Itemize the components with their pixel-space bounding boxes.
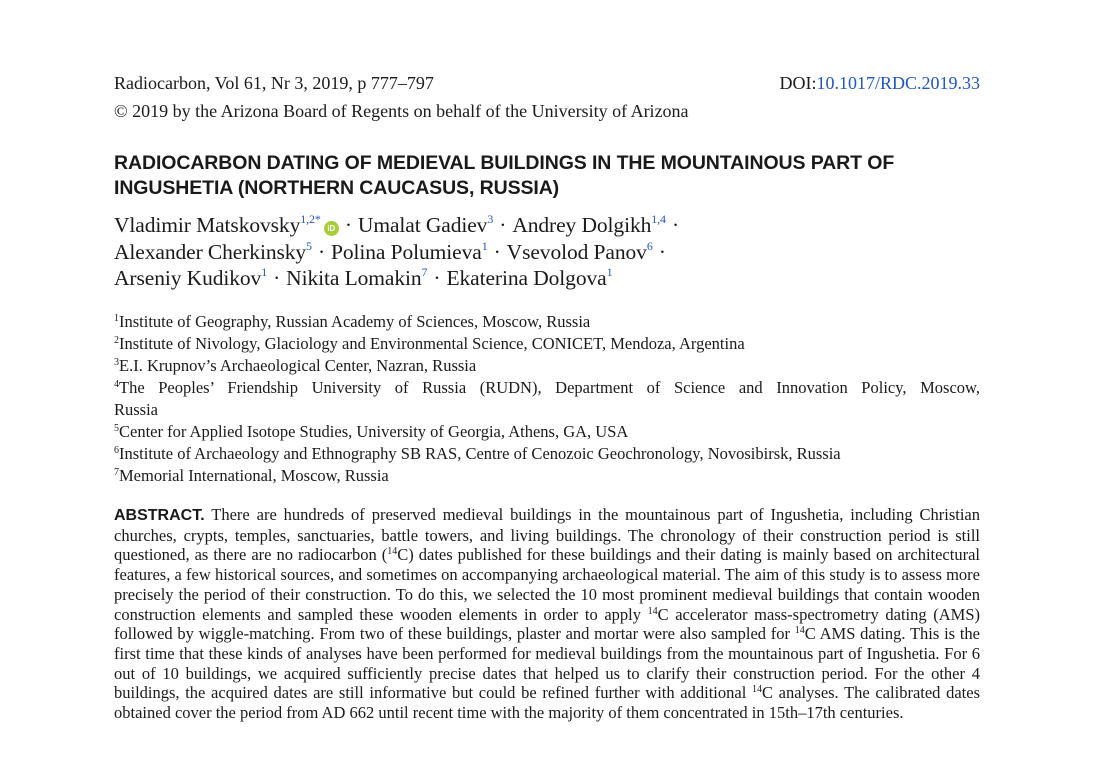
author-name[interactable]: Andrey Dolgikh — [512, 213, 652, 237]
affiliation-item — [114, 421, 980, 443]
affiliations-list — [114, 311, 980, 487]
doi — [779, 72, 980, 94]
affiliation-number: 2 — [114, 335, 119, 346]
isotope-superscript: 14 — [751, 684, 762, 696]
journal-header — [114, 72, 980, 94]
author-separator: · — [273, 266, 281, 290]
affiliation-text: Institute of Geography, Russian Academy of Sciences, Moscow, Russia — [119, 312, 591, 331]
abstract-text: C) dates published for these buildings and their dating is mainly based on architectural features, a few historical sources, and sometimes on accompanying archaeological material. The aim of this study is to assess more precisely the period of their construction. To do this, we selected the 10 most prominent medieval buildings that contain wooden construction elements and sampled these wooden elements in order to apply — [114, 545, 980, 624]
paper-title: RADIOCARBON DATING OF MEDIEVAL BUILDINGS IN THE MOUNTAINOUS PART OF INGUSHETIA (NORTHERN CAUCASUS, RUSSIA) — [114, 152, 895, 199]
author-line-1 — [114, 212, 980, 239]
author-affiliation-ref[interactable]: 6 — [646, 238, 653, 253]
author-line-3 — [114, 265, 980, 292]
author-separator: · — [671, 213, 680, 237]
affiliation-item — [114, 443, 980, 465]
orcid-icon[interactable]: iD — [324, 221, 339, 236]
author-separator: · — [317, 239, 326, 264]
affiliation-number: 1 — [114, 313, 119, 324]
author-affiliation-ref[interactable]: 1,4 — [651, 212, 666, 226]
affiliation-text: E.I. Krupnov’s Archaeological Center, Nazran, Russia — [119, 356, 477, 375]
author-affiliation-ref[interactable]: 7 — [421, 265, 428, 279]
author-affiliation-ref[interactable]: 1,2* — [300, 212, 321, 226]
isotope-superscript: 14 — [387, 546, 398, 558]
author-name[interactable]: Vladimir Matskovsky — [114, 213, 301, 237]
affiliation-item — [114, 377, 980, 399]
author-separator: · — [493, 239, 501, 264]
isotope-superscript: 14 — [794, 625, 805, 637]
author-name[interactable]: Alexander Cherkinsky — [114, 239, 307, 264]
author-name[interactable]: Ekaterina Dolgova — [446, 266, 607, 290]
abstract-text: C analyses. The calibrated dates obtained cover the period from AD 662 until recent time with the majority of them concentrated in 15th–17th centuries. — [114, 683, 981, 723]
affiliation-text: Center for Applied Isotope Studies, University of Georgia, Athens, GA, USA — [119, 422, 629, 441]
author-name[interactable]: Umalat Gadiev — [357, 213, 488, 237]
affiliation-text: The Peoples’ Friendship University of Russia (RUDN), Department of Science and Innovation Policy, Moscow, — [119, 378, 980, 397]
affiliation-number: 6 — [114, 445, 119, 456]
author-name[interactable]: Vsevolod Panov — [506, 239, 647, 264]
abstract-text: C AMS dating. This is the first time that these kinds of analyses have been performed for medieval buildings from the mountainous part of Ingushetia. For 6 out of 10 buildings, we acquired sufficiently precise dates that helped us to clarify their construction period. For the other 4 buildings, the acquired dates are still informative but could be refined further with additional — [114, 624, 980, 703]
author-name[interactable]: Polina Polumieva — [331, 239, 482, 264]
author-separator: · — [433, 266, 441, 290]
abstract-label: ABSTRACT. — [114, 507, 205, 524]
affiliation-number: 3 — [114, 357, 119, 368]
author-affiliation-ref[interactable]: 1 — [481, 238, 488, 253]
author-affiliation-ref[interactable]: 5 — [306, 238, 312, 253]
affiliation-number: 4 — [114, 379, 119, 390]
affiliation-item — [114, 333, 980, 355]
author-separator: · — [344, 213, 352, 237]
affiliation-item — [114, 465, 980, 487]
abstract-text: C accelerator mass-spectrometry dating (AMS) followed by wiggle-matching. From two of these buildings, plaster and mortar were also sampled for — [114, 604, 980, 644]
doi-prefix: DOI: — [779, 73, 817, 93]
author-name[interactable]: Nikita Lomakin — [286, 266, 422, 290]
affiliation-text: Institute of Nivology, Glaciology and Environmental Science, CONICET, Mendoza, Argentina — [119, 334, 745, 353]
affiliation-continuation: Russia — [114, 400, 159, 419]
doi-link[interactable]: 10.1017/RDC.2019.33 — [816, 73, 980, 93]
author-affiliation-ref[interactable]: 1 — [606, 265, 613, 279]
journal-citation: Radiocarbon, Vol 61, Nr 3, 2019, p 777–797 — [114, 73, 434, 93]
author-affiliation-ref[interactable]: 3 — [487, 212, 494, 226]
affiliation-item — [114, 311, 980, 333]
affiliation-item — [114, 355, 980, 377]
author-line-2 — [114, 239, 980, 266]
affiliation-number: 5 — [114, 423, 119, 434]
author-separator: · — [499, 213, 507, 237]
abstract — [114, 505, 980, 723]
author-separator: · — [658, 239, 666, 264]
affiliation-text: Memorial International, Moscow, Russia — [119, 466, 389, 485]
copyright-notice: © 2019 by the Arizona Board of Regents on behalf of the University of Arizona — [114, 101, 689, 121]
affiliation-text: Institute of Archaeology and Ethnography SB RAS, Centre of Cenozoic Geochronology, Novosibirsk, Russia — [119, 444, 841, 463]
affiliation-number: 7 — [114, 467, 119, 478]
author-affiliation-ref[interactable]: 1 — [261, 265, 268, 279]
author-name[interactable]: Arseniy Kudikov — [114, 266, 262, 290]
isotope-superscript: 14 — [647, 605, 658, 617]
abstract-text: There are hundreds of preserved medieval buildings in the mountainous part of Ingushetia, including Christian churches, crypts, temples, sanctuaries, battle towers, and living buildings. The chronology of their construction period is still questioned, as there are no radiocarbon ( — [114, 505, 980, 565]
author-list — [114, 212, 980, 292]
